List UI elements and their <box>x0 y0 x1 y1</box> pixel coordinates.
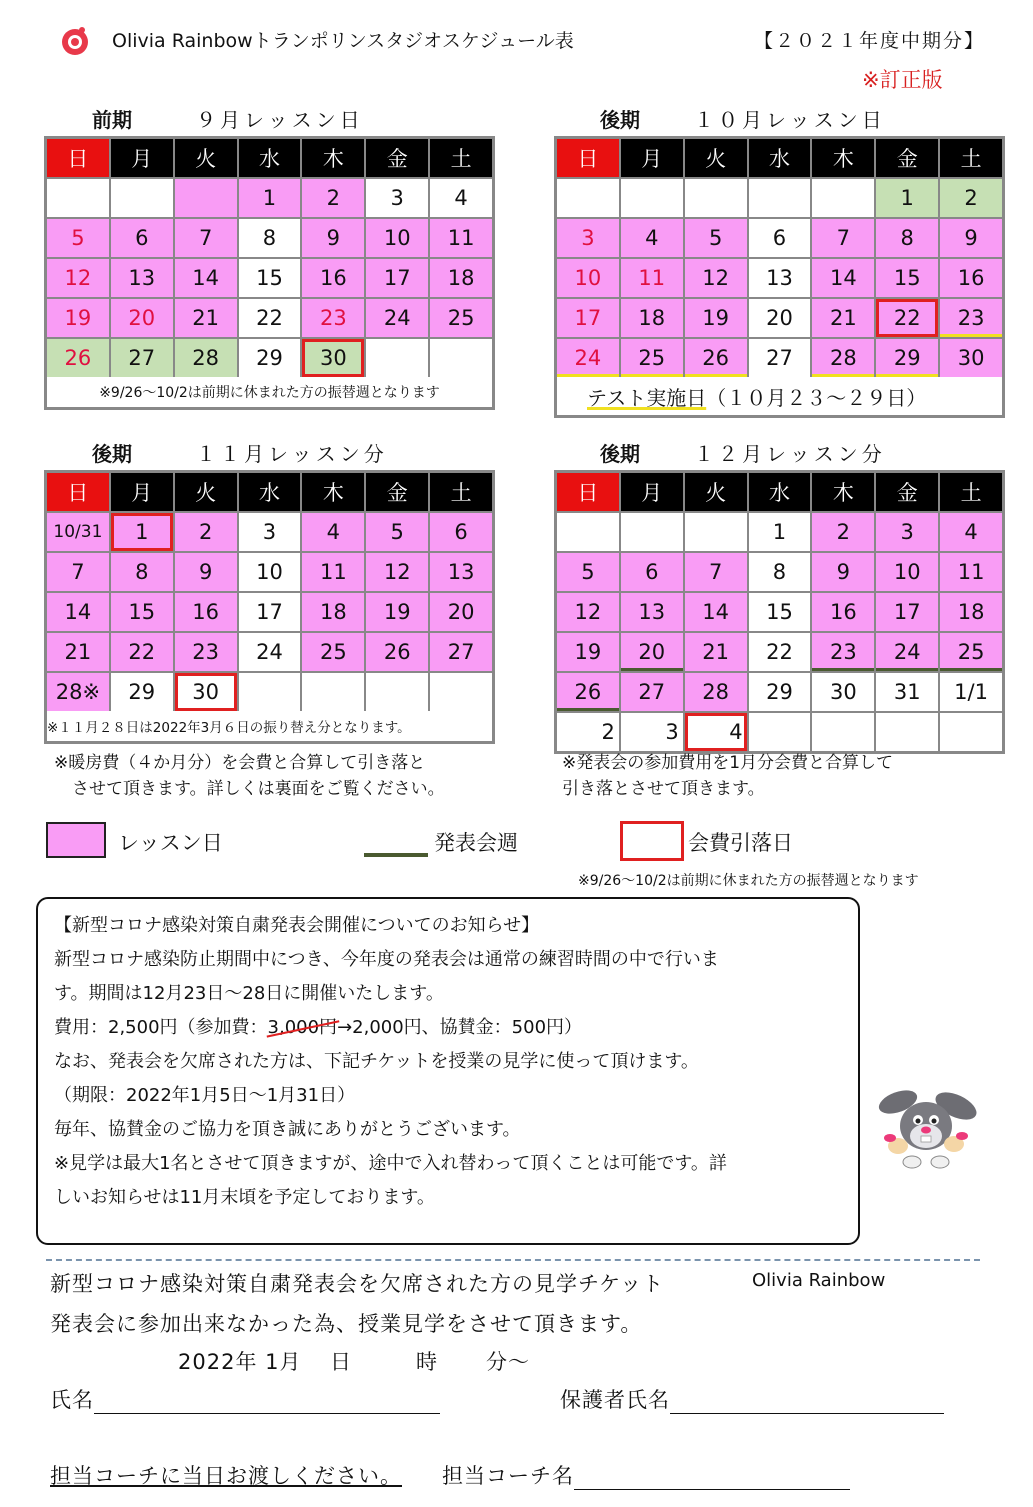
empty-cell <box>430 673 492 711</box>
day-cell: 30 <box>940 339 1002 377</box>
notice-line-2: す。期間は12月23日〜28日に開催いたします。 <box>54 983 444 1004</box>
notice-title: 【新型コロナ感染対策自粛発表会開催についてのお知らせ】 <box>54 915 540 936</box>
day-cell: 9 <box>175 553 237 591</box>
day-cell: 12 <box>366 553 428 591</box>
weekday-header: 木 <box>812 473 874 511</box>
weekday-header: 土 <box>940 473 1002 511</box>
day-cell: 26 <box>47 339 109 377</box>
empty-cell <box>749 179 811 217</box>
day-cell: 20 <box>111 299 173 337</box>
heating-fee-note-1: ※暖房費（４か月分）を会費と合算して引き落と <box>54 753 426 773</box>
day-cell: 22 <box>749 633 811 671</box>
correction-label: ※訂正版 <box>862 68 943 92</box>
day-cell: 21 <box>175 299 237 337</box>
calendar-oct-month: １０月レッスン日 <box>694 108 886 132</box>
day-cell: 3 <box>876 513 938 551</box>
day-cell: 28 <box>812 339 874 377</box>
day-cell: 4 <box>685 713 747 751</box>
legend-recital-label: 発表会週 <box>434 831 518 855</box>
weekday-header: 土 <box>940 139 1002 177</box>
notice-line-4: なお、発表会を欠席された方は、下記チケットを授業の見学に使って頂けます。 <box>54 1051 699 1072</box>
weekday-header: 日 <box>47 139 109 177</box>
weekday-header: 木 <box>812 139 874 177</box>
empty-cell <box>685 513 747 551</box>
calendar-oct-term: 後期 <box>600 108 640 132</box>
day-cell: 2 <box>940 179 1002 217</box>
day-cell: 4 <box>621 219 683 257</box>
day-cell: 21 <box>812 299 874 337</box>
day-cell: 13 <box>111 259 173 297</box>
day-cell: 1 <box>111 513 173 551</box>
day-cell: 29 <box>239 339 301 377</box>
day-cell: 28※ <box>47 673 109 711</box>
notice-old-fee: 3,000円 <box>267 1017 338 1038</box>
ticket-name-field[interactable] <box>94 1389 440 1414</box>
day-cell: 2 <box>302 179 364 217</box>
ticket-cut-line <box>46 1259 980 1261</box>
calendar-footer-note: ※9/26〜10/2は前期に休まれた方の振替週となります <box>47 377 492 407</box>
day-cell: 2 <box>557 713 619 751</box>
day-cell: 5 <box>47 219 109 257</box>
empty-cell <box>940 713 1002 751</box>
day-cell: 7 <box>685 553 747 591</box>
day-cell: 27 <box>749 339 811 377</box>
day-cell: 5 <box>366 513 428 551</box>
day-cell: 11 <box>430 219 492 257</box>
day-cell: 12 <box>557 593 619 631</box>
day-cell: 29 <box>111 673 173 711</box>
ticket-coach-row <box>442 1460 850 1490</box>
day-cell: 15 <box>876 259 938 297</box>
day-cell: 23 <box>175 633 237 671</box>
notice-line-1: 新型コロナ感染防止期間中につき、今年度の発表会は通常の練習時間の中で行いま <box>54 949 719 970</box>
empty-cell <box>749 713 811 751</box>
ticket-coach-field[interactable] <box>574 1465 850 1490</box>
empty-cell <box>812 179 874 217</box>
calendar-dec-month: １２月レッスン分 <box>694 442 886 466</box>
empty-cell <box>175 179 237 217</box>
day-cell: 23 <box>812 633 874 671</box>
day-cell: 7 <box>47 553 109 591</box>
legend-lesson-label: レッスン日 <box>118 831 223 855</box>
day-cell: 6 <box>111 219 173 257</box>
day-cell: 16 <box>302 259 364 297</box>
day-cell: 3 <box>366 179 428 217</box>
day-cell: 16 <box>940 259 1002 297</box>
weekday-header: 日 <box>47 473 109 511</box>
calendar-nov-month: １１月レッスン分 <box>196 442 388 466</box>
empty-cell <box>621 513 683 551</box>
calendar-sep-month: ９月レッスン日 <box>196 108 364 132</box>
day-cell: 23 <box>302 299 364 337</box>
day-cell: 22 <box>111 633 173 671</box>
day-cell: 15 <box>239 259 301 297</box>
notice-line-5: （期限：2022年1月5日〜1月31日） <box>54 1085 356 1106</box>
calendar-september <box>44 136 495 410</box>
weekday-header: 水 <box>239 473 301 511</box>
weekday-header: 土 <box>430 139 492 177</box>
day-cell: 11 <box>302 553 364 591</box>
day-cell: 19 <box>47 299 109 337</box>
calendar-grid <box>557 473 1002 751</box>
day-cell: 28 <box>685 673 747 711</box>
day-cell: 6 <box>430 513 492 551</box>
ticket-name-row <box>50 1384 440 1414</box>
ticket-guardian-label: 保護者氏名 <box>560 1388 670 1412</box>
day-cell: 16 <box>175 593 237 631</box>
day-cell: 17 <box>239 593 301 631</box>
empty-cell <box>812 713 874 751</box>
day-cell: 10/31 <box>47 513 109 551</box>
day-cell: 21 <box>47 633 109 671</box>
olivia-rainbow-logo <box>60 25 90 57</box>
day-cell: 27 <box>430 633 492 671</box>
day-cell: 22 <box>239 299 301 337</box>
day-cell: 5 <box>685 219 747 257</box>
day-cell: 2 <box>175 513 237 551</box>
empty-cell <box>239 673 301 711</box>
ticket-date-day: 日 <box>330 1350 352 1374</box>
weekday-header: 木 <box>302 139 364 177</box>
day-cell: 13 <box>749 259 811 297</box>
empty-cell <box>366 339 428 377</box>
test-week-label: テスト実施日 <box>587 385 707 410</box>
weekday-header: 日 <box>557 473 619 511</box>
day-cell: 19 <box>685 299 747 337</box>
ticket-name-label: 氏名 <box>50 1388 94 1412</box>
weekday-header: 火 <box>175 139 237 177</box>
calendar-footer-note <box>557 377 1002 415</box>
day-cell: 28 <box>175 339 237 377</box>
legend-fee-swatch <box>620 821 684 861</box>
day-cell: 10 <box>557 259 619 297</box>
notice-line-8: しいお知らせは11月末頃を予定しております。 <box>54 1187 435 1208</box>
day-cell: 26 <box>685 339 747 377</box>
day-cell: 7 <box>175 219 237 257</box>
day-cell: 6 <box>749 219 811 257</box>
recital-fee-note-2: 引き落とさせて頂きます。 <box>562 779 765 799</box>
day-cell: 25 <box>302 633 364 671</box>
ticket-title: 新型コロナ感染対策自粛発表会を欠席された方の見学チケット <box>50 1272 665 1296</box>
weekday-header: 月 <box>621 473 683 511</box>
ticket-brand: Olivia Rainbow <box>752 1270 886 1291</box>
empty-cell <box>430 339 492 377</box>
legend-fee-label: 会費引落日 <box>688 831 793 855</box>
day-cell: 14 <box>685 593 747 631</box>
day-cell: 15 <box>111 593 173 631</box>
weekday-header: 金 <box>366 139 428 177</box>
day-cell: 20 <box>749 299 811 337</box>
legend-lesson-swatch <box>46 822 106 858</box>
day-cell: 22 <box>876 299 938 337</box>
day-cell: 13 <box>430 553 492 591</box>
day-cell: 19 <box>366 593 428 631</box>
empty-cell <box>111 179 173 217</box>
weekday-header: 日 <box>557 139 619 177</box>
day-cell: 18 <box>940 593 1002 631</box>
day-cell: 19 <box>557 633 619 671</box>
day-cell: 18 <box>621 299 683 337</box>
day-cell: 25 <box>430 299 492 337</box>
day-cell: 13 <box>621 593 683 631</box>
weekday-header: 金 <box>876 139 938 177</box>
empty-cell <box>302 673 364 711</box>
day-cell: 3 <box>621 713 683 751</box>
calendar-grid <box>47 139 492 377</box>
day-cell: 8 <box>239 219 301 257</box>
calendar-december <box>554 470 1005 754</box>
empty-cell <box>557 513 619 551</box>
day-cell: 5 <box>557 553 619 591</box>
page-title: Olivia Rainbowトランポリンスタジオスケジュール表 <box>112 30 574 52</box>
day-cell: 21 <box>685 633 747 671</box>
weekday-header: 土 <box>430 473 492 511</box>
day-cell: 2 <box>812 513 874 551</box>
day-cell: 31 <box>876 673 938 711</box>
notice-fee-prefix: 費用：2,500円（参加費： <box>54 1017 268 1038</box>
day-cell: 1/1 <box>940 673 1002 711</box>
ticket-date-minute: 分〜 <box>486 1350 530 1374</box>
bunny-mascot-illustration <box>876 1080 980 1176</box>
day-cell: 15 <box>749 593 811 631</box>
day-cell: 17 <box>366 259 428 297</box>
day-cell: 3 <box>239 513 301 551</box>
empty-cell <box>47 179 109 217</box>
day-cell: 1 <box>749 513 811 551</box>
day-cell: 23 <box>940 299 1002 337</box>
day-cell: 30 <box>812 673 874 711</box>
day-cell: 11 <box>621 259 683 297</box>
day-cell: 6 <box>621 553 683 591</box>
schedule-period: 【２０２１年度中期分】 <box>753 30 985 52</box>
notice-line-3 <box>54 1011 842 1045</box>
weekday-header: 月 <box>621 139 683 177</box>
calendar-sep-term: 前期 <box>92 108 132 132</box>
heating-fee-note-2: させて頂きます。詳しくは裏面をご覧ください。 <box>72 779 445 799</box>
day-cell: 4 <box>430 179 492 217</box>
day-cell: 25 <box>940 633 1002 671</box>
ticket-coach-label: 担当コーチ名 <box>442 1464 574 1488</box>
day-cell: 9 <box>812 553 874 591</box>
weekday-header: 金 <box>876 473 938 511</box>
empty-cell <box>621 179 683 217</box>
calendar-grid <box>47 473 492 711</box>
empty-cell <box>685 179 747 217</box>
day-cell: 9 <box>940 219 1002 257</box>
day-cell: 29 <box>749 673 811 711</box>
calendar-grid <box>557 139 1002 377</box>
ticket-guardian-field[interactable] <box>670 1389 944 1414</box>
weekday-header: 金 <box>366 473 428 511</box>
legend-substitute-note: ※9/26〜10/2は前期に休まれた方の振替週となります <box>578 873 919 889</box>
day-cell: 12 <box>47 259 109 297</box>
ticket-date-year-month: 2022年 1月 <box>178 1350 302 1374</box>
recital-fee-note-1: ※発表会の参加費用を1月分会費と合算して <box>562 753 894 773</box>
day-cell: 24 <box>557 339 619 377</box>
day-cell: 16 <box>812 593 874 631</box>
ticket-description: 発表会に参加出来なかった為、授業見学をさせて頂きます。 <box>50 1312 643 1336</box>
calendar-november <box>44 470 495 744</box>
day-cell: 24 <box>876 633 938 671</box>
weekday-header: 水 <box>749 139 811 177</box>
day-cell: 10 <box>239 553 301 591</box>
empty-cell <box>876 713 938 751</box>
calendar-october <box>554 136 1005 418</box>
ticket-handover-note: 担当コーチに当日お渡しください。 <box>50 1464 402 1488</box>
calendar-dec-term: 後期 <box>600 442 640 466</box>
notice-line-7: ※見学は最大1名とさせて頂きますが、途中で入れ替わって頂くことは可能です。詳 <box>54 1153 727 1174</box>
notice-line-6: 毎年、協賛金のご協力を頂き誠にありがとうございます。 <box>54 1119 521 1140</box>
day-cell: 26 <box>366 633 428 671</box>
day-cell: 24 <box>366 299 428 337</box>
empty-cell <box>557 179 619 217</box>
day-cell: 20 <box>621 633 683 671</box>
day-cell: 24 <box>239 633 301 671</box>
calendar-footer-note: ※１１月２８日は2022年3月６日の振り替え分となります。 <box>47 711 492 741</box>
day-cell: 27 <box>621 673 683 711</box>
day-cell: 26 <box>557 673 619 711</box>
day-cell: 1 <box>876 179 938 217</box>
calendar-nov-term: 後期 <box>92 442 132 466</box>
weekday-header: 火 <box>685 473 747 511</box>
weekday-header: 火 <box>685 139 747 177</box>
day-cell: 18 <box>430 259 492 297</box>
day-cell: 17 <box>557 299 619 337</box>
day-cell: 27 <box>111 339 173 377</box>
day-cell: 30 <box>302 339 364 377</box>
ticket-date-hour: 時 <box>416 1350 438 1374</box>
day-cell: 25 <box>621 339 683 377</box>
day-cell: 9 <box>302 219 364 257</box>
weekday-header: 月 <box>111 473 173 511</box>
legend-recital-line <box>364 853 428 857</box>
day-cell: 14 <box>47 593 109 631</box>
weekday-header: 月 <box>111 139 173 177</box>
day-cell: 12 <box>685 259 747 297</box>
weekday-header: 水 <box>749 473 811 511</box>
day-cell: 18 <box>302 593 364 631</box>
day-cell: 1 <box>239 179 301 217</box>
day-cell: 10 <box>366 219 428 257</box>
day-cell: 4 <box>940 513 1002 551</box>
day-cell: 14 <box>812 259 874 297</box>
notice-fee-suffix: →2,000円、協賛金：500円） <box>337 1017 583 1038</box>
recital-notice-box <box>36 897 860 1245</box>
day-cell: 17 <box>876 593 938 631</box>
day-cell: 20 <box>430 593 492 631</box>
day-cell: 29 <box>876 339 938 377</box>
ticket-guardian-row <box>560 1384 944 1414</box>
day-cell: 7 <box>812 219 874 257</box>
day-cell: 8 <box>749 553 811 591</box>
day-cell: 10 <box>876 553 938 591</box>
test-week-dates: （１０月２３〜２９日） <box>706 385 927 410</box>
day-cell: 8 <box>876 219 938 257</box>
day-cell: 11 <box>940 553 1002 591</box>
empty-cell <box>366 673 428 711</box>
day-cell: 3 <box>557 219 619 257</box>
weekday-header: 木 <box>302 473 364 511</box>
day-cell: 4 <box>302 513 364 551</box>
weekday-header: 水 <box>239 139 301 177</box>
weekday-header: 火 <box>175 473 237 511</box>
day-cell: 14 <box>175 259 237 297</box>
day-cell: 30 <box>175 673 237 711</box>
day-cell: 8 <box>111 553 173 591</box>
